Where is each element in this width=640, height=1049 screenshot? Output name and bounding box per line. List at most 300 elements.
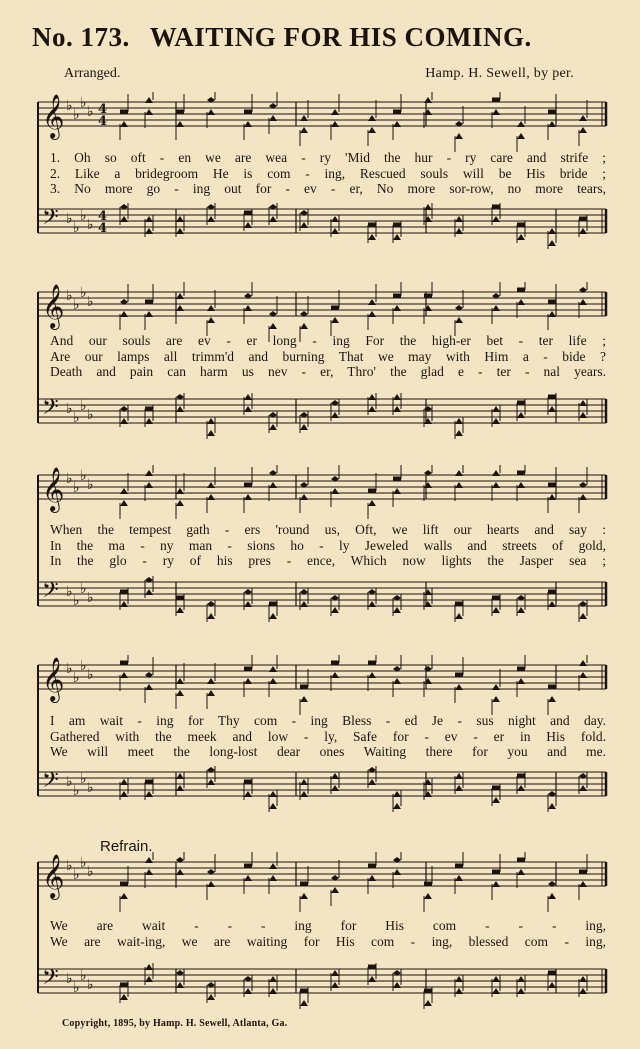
bass-staff: [38, 203, 606, 249]
note: [548, 803, 556, 809]
note: [269, 988, 277, 994]
flat-icon: ♭: [73, 670, 80, 686]
note: [492, 109, 500, 115]
note: [300, 115, 308, 121]
note: [176, 216, 184, 222]
note: [145, 964, 153, 970]
flat-icon: ♭: [73, 297, 80, 313]
flat-icon: ♭: [73, 480, 80, 496]
note: [300, 779, 308, 785]
treble-staff: [38, 852, 606, 912]
note: [548, 406, 556, 412]
hymn-number: No. 173.: [32, 22, 130, 52]
flat-icon: ♭: [87, 407, 94, 423]
note: [424, 204, 432, 210]
note: [492, 976, 500, 982]
lyrics-verse-block-2: [50, 333, 606, 380]
lyric-line: We will meet the long-lost dear ones Waiting there for you and me.: [50, 744, 606, 759]
note: [120, 672, 128, 678]
note: [455, 864, 463, 869]
note: [120, 590, 128, 595]
note: [120, 779, 128, 785]
note: [393, 394, 401, 400]
note: [331, 982, 339, 988]
note: [145, 418, 153, 424]
note: [300, 882, 308, 887]
note: [579, 672, 587, 678]
note: [393, 869, 401, 875]
bass-staff: [38, 393, 606, 439]
note: [176, 690, 184, 696]
note: [368, 661, 376, 666]
note: [244, 305, 252, 311]
note: [393, 477, 401, 482]
note: [455, 602, 463, 607]
flat-icon: ♭: [87, 780, 94, 796]
hymn-title-block: [32, 22, 612, 53]
flat-icon: ♭: [66, 288, 73, 304]
lyric-line: In the ma - ny man - sions ho - ly Jeweled walls and streets of gold,: [50, 537, 606, 553]
note: [176, 488, 184, 494]
flat-icon: ♭: [80, 658, 87, 674]
note: [269, 323, 277, 329]
lyric-line: Death and pain can harm us nev - er, Thro' the glad e - ter - nal years.: [50, 364, 606, 379]
note: [145, 311, 153, 317]
note: [331, 228, 339, 234]
note: [120, 500, 128, 506]
note: [120, 994, 128, 1000]
note: [120, 882, 128, 887]
note: [176, 785, 184, 791]
lyric-line: We are wait-ing, we are waiting for His com - ing, blessed com - ing,: [50, 933, 606, 949]
note: [244, 864, 252, 869]
note: [145, 869, 153, 875]
note: [300, 494, 308, 500]
note: [393, 488, 401, 494]
bass-clef-icon: 𝄢: [42, 578, 59, 608]
note: [517, 785, 525, 791]
note: [331, 785, 339, 791]
flat-icon: ♭: [73, 410, 80, 426]
note: [548, 483, 556, 488]
note: [455, 785, 463, 791]
note: [120, 110, 128, 115]
note: [492, 418, 500, 424]
note: [455, 418, 463, 424]
flat-icon: ♭: [80, 398, 87, 414]
note: [244, 791, 252, 797]
flat-icon: ♭: [73, 220, 80, 236]
bass-staff: [38, 963, 606, 1009]
note: [244, 406, 252, 412]
note: [548, 110, 556, 115]
note: [548, 311, 556, 317]
flat-icon: ♭: [73, 107, 80, 123]
flat-icon: ♭: [66, 774, 73, 790]
copyright-notice: Copyright, 1895, by Hamp. H. Sewell, Atlanta, Ga.: [62, 1018, 288, 1029]
note: [517, 401, 525, 406]
note: [579, 785, 587, 791]
arranged-credit: Arranged.: [64, 66, 121, 81]
note: [145, 216, 153, 222]
flat-icon: ♭: [66, 661, 73, 677]
flat-icon: ♭: [80, 855, 87, 871]
note: [300, 127, 308, 133]
note: [145, 589, 153, 595]
flat-icon: ♭: [80, 581, 87, 597]
note: [120, 488, 128, 494]
note: [579, 228, 587, 234]
note: [424, 97, 432, 103]
note: [145, 684, 153, 690]
note: [244, 988, 252, 994]
note: [548, 494, 556, 500]
note: [207, 482, 215, 488]
note: [455, 773, 463, 779]
flat-icon: ♭: [87, 977, 94, 993]
bass-staff: [38, 766, 606, 812]
note: [176, 500, 184, 506]
note: [120, 983, 128, 988]
note: [145, 300, 153, 305]
note: [579, 299, 587, 305]
note: [548, 685, 556, 690]
note: [579, 494, 587, 500]
note: [207, 109, 215, 115]
flat-icon: ♭: [80, 95, 87, 111]
bass-clef-icon: 𝄢: [42, 395, 59, 425]
note: [244, 110, 252, 115]
note: [424, 305, 432, 311]
time-signature: 4: [98, 209, 108, 224]
note: [331, 773, 339, 779]
note: [368, 976, 376, 982]
lyric-line: 3. No more go - ing out for - ev - er, No more sor-row, no more tears,: [50, 181, 606, 196]
note: [244, 780, 252, 785]
note: [269, 875, 277, 881]
lyric-line: 2. Like a bridegroom He is com - ing, Rescued souls will be His bride ;: [50, 165, 606, 181]
note: [548, 121, 556, 127]
note: [579, 660, 587, 666]
hymn-title: WAITING FOR HIS COMING.: [149, 22, 532, 52]
note: [244, 211, 252, 216]
flat-icon: ♭: [66, 858, 73, 874]
note: [517, 121, 525, 127]
note: [300, 222, 308, 228]
note: [145, 228, 153, 234]
note: [424, 601, 432, 607]
note: [393, 294, 401, 299]
note: [244, 222, 252, 228]
note: [492, 216, 500, 222]
note: [120, 418, 128, 424]
note: [492, 470, 500, 476]
note: [393, 234, 401, 240]
note: [579, 127, 587, 133]
note: [331, 661, 339, 666]
lyric-line: 1. Oh so oft - en we are wea - ry 'Mid the hur - ry care and strife ;: [50, 150, 606, 165]
note: [579, 217, 587, 222]
note: [145, 470, 153, 476]
note: [455, 470, 463, 476]
lyrics-refrain-block: [50, 918, 606, 949]
note: [548, 240, 556, 246]
lyrics-verse-block-3: [50, 522, 606, 569]
note: [176, 982, 184, 988]
note: [145, 791, 153, 797]
note: [455, 317, 463, 323]
note: [207, 216, 215, 222]
note: [368, 875, 376, 881]
note: [207, 881, 215, 887]
note: [548, 696, 556, 702]
lyric-line: We are wait - - - ing for His com - - - ing,: [50, 918, 606, 933]
note: [368, 406, 376, 412]
note: [269, 613, 277, 619]
note: [145, 407, 153, 412]
note: [176, 678, 184, 684]
note: [579, 988, 587, 994]
note: [579, 870, 587, 875]
note: [300, 1000, 308, 1006]
note: [492, 596, 500, 601]
note: [269, 115, 277, 121]
note: [300, 601, 308, 607]
note: [300, 893, 308, 899]
note: [393, 982, 401, 988]
note: [492, 786, 500, 791]
note: [455, 216, 463, 222]
note: [269, 424, 277, 430]
note: [517, 988, 525, 994]
note: [492, 98, 500, 103]
note: [176, 607, 184, 613]
treble-clef-icon: 𝄞: [42, 284, 65, 328]
flat-icon: ♭: [80, 285, 87, 301]
flat-icon: ♭: [66, 971, 73, 987]
note: [176, 293, 184, 299]
note: [120, 121, 128, 127]
note: [368, 489, 376, 494]
time-signature: 4: [98, 114, 108, 129]
note: [455, 875, 463, 881]
note: [331, 607, 339, 613]
note: [424, 779, 432, 785]
note: [455, 613, 463, 619]
flat-icon: ♭: [66, 401, 73, 417]
flat-icon: ♭: [73, 593, 80, 609]
note: [393, 305, 401, 311]
note: [331, 887, 339, 893]
note: [424, 482, 432, 488]
note: [579, 115, 587, 121]
note: [300, 791, 308, 797]
note: [455, 988, 463, 994]
note: [269, 482, 277, 488]
flat-icon: ♭: [80, 968, 87, 984]
note: [145, 97, 153, 103]
note: [368, 601, 376, 607]
flat-icon: ♭: [73, 783, 80, 799]
note: [579, 881, 587, 887]
note: [393, 223, 401, 228]
lyric-line: When the tempest gath - ers 'round us, Oft, we lift our hearts and say :: [50, 522, 606, 537]
note: [492, 305, 500, 311]
note: [517, 774, 525, 779]
lyric-line: Gathered with the meek and low - ly, Safe for - ev - er in His fold.: [50, 728, 606, 744]
note: [331, 970, 339, 976]
note: [269, 666, 277, 672]
note: [424, 791, 432, 797]
note: [244, 667, 252, 672]
note: [368, 965, 376, 970]
note: [368, 115, 376, 121]
note: [120, 893, 128, 899]
note: [244, 678, 252, 684]
note: [368, 779, 376, 785]
note: [331, 306, 339, 311]
note: [120, 311, 128, 317]
note: [145, 857, 153, 863]
note: [176, 110, 184, 115]
note: [424, 882, 432, 887]
note: [145, 976, 153, 982]
note: [269, 678, 277, 684]
note: [207, 494, 215, 500]
refrain-label: Refrain.: [100, 838, 153, 855]
note: [455, 673, 463, 678]
lyric-line: I am wait - ing for Thy com - ing Bless - ed Je - sus night and day.: [50, 713, 606, 728]
note: [393, 678, 401, 684]
treble-staff: [38, 465, 606, 519]
note: [368, 299, 376, 305]
note: [424, 294, 432, 299]
note: [269, 863, 277, 869]
note: [207, 613, 215, 619]
note: [331, 412, 339, 418]
note: [393, 121, 401, 127]
note: [300, 323, 308, 329]
bass-clef-icon: 𝄢: [42, 205, 59, 235]
note: [300, 424, 308, 430]
flat-icon: ♭: [87, 864, 94, 880]
note: [244, 483, 252, 488]
note: [300, 989, 308, 994]
note: [207, 779, 215, 785]
note: [244, 494, 252, 500]
note: [517, 858, 525, 863]
note: [548, 982, 556, 988]
note: [492, 988, 500, 994]
note: [517, 234, 525, 240]
note: [424, 109, 432, 115]
note: [517, 133, 525, 139]
note: [517, 223, 525, 228]
note: [517, 288, 525, 293]
treble-staff: [38, 92, 606, 152]
note: [492, 684, 500, 690]
note: [207, 994, 215, 1000]
lyric-line: And our souls are ev - er long - ing For the high-er bet - ter life ;: [50, 333, 606, 348]
note: [331, 488, 339, 494]
note: [331, 317, 339, 323]
lyric-line: Are our lamps all trimm'd and burning That we may with Him a - bide ?: [50, 348, 606, 364]
note: [492, 406, 500, 412]
note: [548, 893, 556, 899]
note: [424, 418, 432, 424]
note: [368, 672, 376, 678]
note: [176, 773, 184, 779]
note: [120, 601, 128, 607]
note: [393, 803, 401, 809]
note: [424, 989, 432, 994]
note: [548, 601, 556, 607]
bass-clef-icon: 𝄢: [42, 965, 59, 995]
lyrics-verse-block-4: [50, 713, 606, 760]
note: [269, 602, 277, 607]
time-signature: 4: [98, 102, 108, 117]
note: [492, 870, 500, 875]
note: [368, 500, 376, 506]
note: [455, 430, 463, 436]
note: [517, 482, 525, 488]
flat-icon: ♭: [87, 590, 94, 606]
note: [492, 482, 500, 488]
flat-icon: ♭: [73, 867, 80, 883]
treble-clef-icon: 𝄞: [42, 94, 65, 138]
note: [244, 121, 252, 127]
note: [269, 803, 277, 809]
note: [579, 613, 587, 619]
note: [244, 875, 252, 881]
note: [492, 881, 500, 887]
note: [517, 976, 525, 982]
note: [176, 596, 184, 601]
note: [269, 976, 277, 982]
note: [393, 406, 401, 412]
flat-icon: ♭: [87, 217, 94, 233]
note: [120, 216, 128, 222]
time-signature: 4: [98, 221, 108, 236]
note: [548, 971, 556, 976]
flat-icon: ♭: [73, 980, 80, 996]
note: [331, 109, 339, 115]
note: [455, 133, 463, 139]
note: [300, 685, 308, 690]
note: [548, 300, 556, 305]
note: [424, 1000, 432, 1006]
note: [517, 471, 525, 476]
note: [368, 234, 376, 240]
note: [393, 791, 401, 797]
note: [424, 893, 432, 899]
note: [492, 797, 500, 803]
note: [145, 780, 153, 785]
note: [145, 482, 153, 488]
lyric-line: In the glo - ry of his pres - ence, Which now lights the Jasper sea ;: [50, 553, 606, 568]
flat-icon: ♭: [87, 667, 94, 683]
note: [244, 601, 252, 607]
note: [176, 869, 184, 875]
note: [517, 607, 525, 613]
note: [393, 607, 401, 613]
note: [579, 976, 587, 982]
note: [579, 400, 587, 406]
author-credit: Hamp. H. Sewell, by per.: [425, 66, 574, 81]
flat-icon: ♭: [66, 211, 73, 227]
note: [145, 109, 153, 115]
flat-icon: ♭: [80, 468, 87, 484]
